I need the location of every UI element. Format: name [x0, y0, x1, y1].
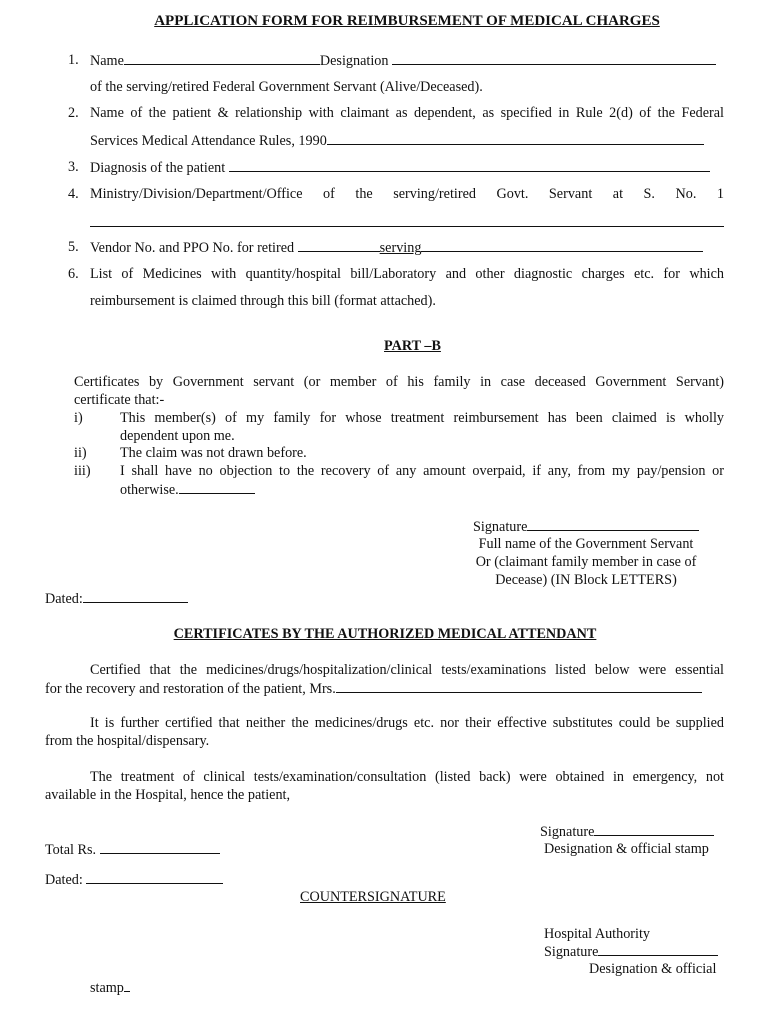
name-field[interactable] [124, 51, 320, 65]
certificate-2-number: ii) [74, 445, 87, 461]
item-6-text: List of Medicines with quantity/hospital bill/Laboratory and other diagnostic charges etc. for which [90, 266, 724, 282]
otherwise-label: otherwise. [120, 482, 179, 498]
part-b-intro: Certificates by Government servant (or member of his family in case deceased Government Servant) [74, 374, 724, 390]
part-b-intro-continuation: certificate that:- [74, 392, 165, 408]
hospital-designation-label: Designation & official [589, 961, 717, 977]
item-number-1: 1. [68, 52, 79, 68]
rules-label: Services Medical Attendance Rules, 1990 [90, 133, 327, 149]
gov-signature-label: Signature [473, 519, 528, 535]
total-label: Total Rs. [45, 842, 97, 858]
countersignature-heading: COUNTERSIGNATURE [300, 889, 446, 905]
stamp-field[interactable] [124, 978, 130, 992]
stamp-line [90, 978, 130, 997]
certificate-1-text: This member(s) of my family for whose treatment reimbursement has been claimed is wholly [120, 410, 724, 426]
item-1-line [90, 51, 716, 70]
hospital-signature-label: Signature [544, 944, 599, 960]
total-line [45, 840, 220, 859]
item-3-line [90, 158, 710, 177]
certificate-paragraph-2: It is further certified that neither the medicines/drugs etc. nor their effective substitutes could be supplied [90, 715, 724, 731]
vendor-ppo-field[interactable] [298, 238, 380, 252]
certificate-3-continuation [120, 480, 255, 499]
doctor-signature-label: Signature [540, 824, 595, 840]
medical-attendant-heading: CERTIFICATES BY THE AUTHORIZED MEDICAL ATTENDANT [173, 626, 597, 642]
gov-signature-line [473, 517, 699, 536]
patient-relationship-field[interactable] [327, 131, 704, 145]
doctor-signature-line [540, 822, 714, 841]
claimant-label: Or (claimant family member in case of [475, 554, 697, 570]
certificate-paragraph-1: Certified that the medicines/drugs/hospitalization/clinical tests/examinations listed below were essential [90, 662, 724, 678]
item-number-5: 5. [68, 239, 79, 255]
serving-field[interactable] [421, 238, 703, 252]
designation-field[interactable] [392, 51, 716, 65]
cert-dated-label: Dated: [45, 872, 83, 888]
part-b-dated-label: Dated: [45, 591, 83, 607]
item-2-continuation [90, 131, 704, 150]
certificate-2-text: The claim was not drawn before. [120, 445, 307, 461]
part-b-heading: PART –B [384, 338, 441, 354]
certificate-3-number: iii) [74, 463, 91, 479]
item-number-4: 4. [68, 186, 79, 202]
cert-dated-line [45, 870, 223, 889]
diagnosis-label: Diagnosis of the patient [90, 160, 226, 176]
part-b-dated-line [45, 589, 188, 608]
certificate-paragraph-2-continuation: from the hospital/dispensary. [45, 733, 210, 749]
item-2-text: Name of the patient & relationship with claimant as dependent, as specified in Rule 2(d) of the Federal [90, 105, 724, 121]
certificate-paragraph-1-continuation [45, 679, 702, 698]
total-amount-field[interactable] [100, 840, 220, 854]
certificate-1-continuation: dependent upon me. [120, 428, 235, 444]
doctor-signature-field[interactable] [594, 822, 714, 836]
certificate-paragraph-3: The treatment of clinical tests/examination/consultation (listed back) were obtained in emergency, not [90, 769, 724, 785]
otherwise-field[interactable] [179, 480, 255, 494]
stamp-label: stamp [90, 980, 124, 996]
item-number-6: 6. [68, 266, 79, 282]
serving-label: serving [379, 240, 422, 256]
part-b-date-field[interactable] [83, 589, 188, 603]
item-1-continuation: of the serving/retired Federal Government Servant (Alive/Deceased). [90, 79, 483, 95]
doctor-designation-label: Designation & official stamp [544, 841, 709, 857]
item-5-line [90, 238, 703, 257]
gov-full-name-label: Full name of the Government Servant [478, 536, 694, 552]
cert-date-field[interactable] [86, 870, 223, 884]
item-6-continuation: reimbursement is claimed through this bill (format attached). [90, 293, 436, 309]
form-title: APPLICATION FORM FOR REIMBURSEMENT OF MEDICAL CHARGES [154, 13, 660, 29]
gov-signature-field[interactable] [527, 517, 699, 531]
hospital-authority-label: Hospital Authority [544, 926, 651, 942]
hospital-signature-field[interactable] [598, 942, 718, 956]
vendor-label: Vendor No. and PPO No. for retired [90, 240, 295, 256]
patient-name-field[interactable] [336, 679, 702, 693]
ministry-field[interactable] [90, 213, 724, 227]
certificate-3-text: I shall have no objection to the recovery of any amount overpaid, if any, from my pay/pension or [120, 463, 724, 479]
block-letters-label: Decease) (IN Block LETTERS) [495, 572, 677, 588]
item-number-2: 2. [68, 105, 79, 121]
diagnosis-field[interactable] [229, 158, 710, 172]
hospital-signature-line [544, 942, 718, 961]
designation-label: Designation [319, 53, 389, 69]
certificate-paragraph-3-continuation: available in the Hospital, hence the patient, [45, 787, 291, 803]
item-4-text: Ministry/Division/Department/Office of the serving/retired Govt. Servant at S. No. 1 [90, 186, 724, 202]
name-label: Name [90, 53, 124, 69]
patient-name-label: for the recovery and restoration of the patient, Mrs. [45, 681, 336, 697]
item-number-3: 3. [68, 159, 79, 175]
certificate-1-number: i) [74, 410, 83, 426]
